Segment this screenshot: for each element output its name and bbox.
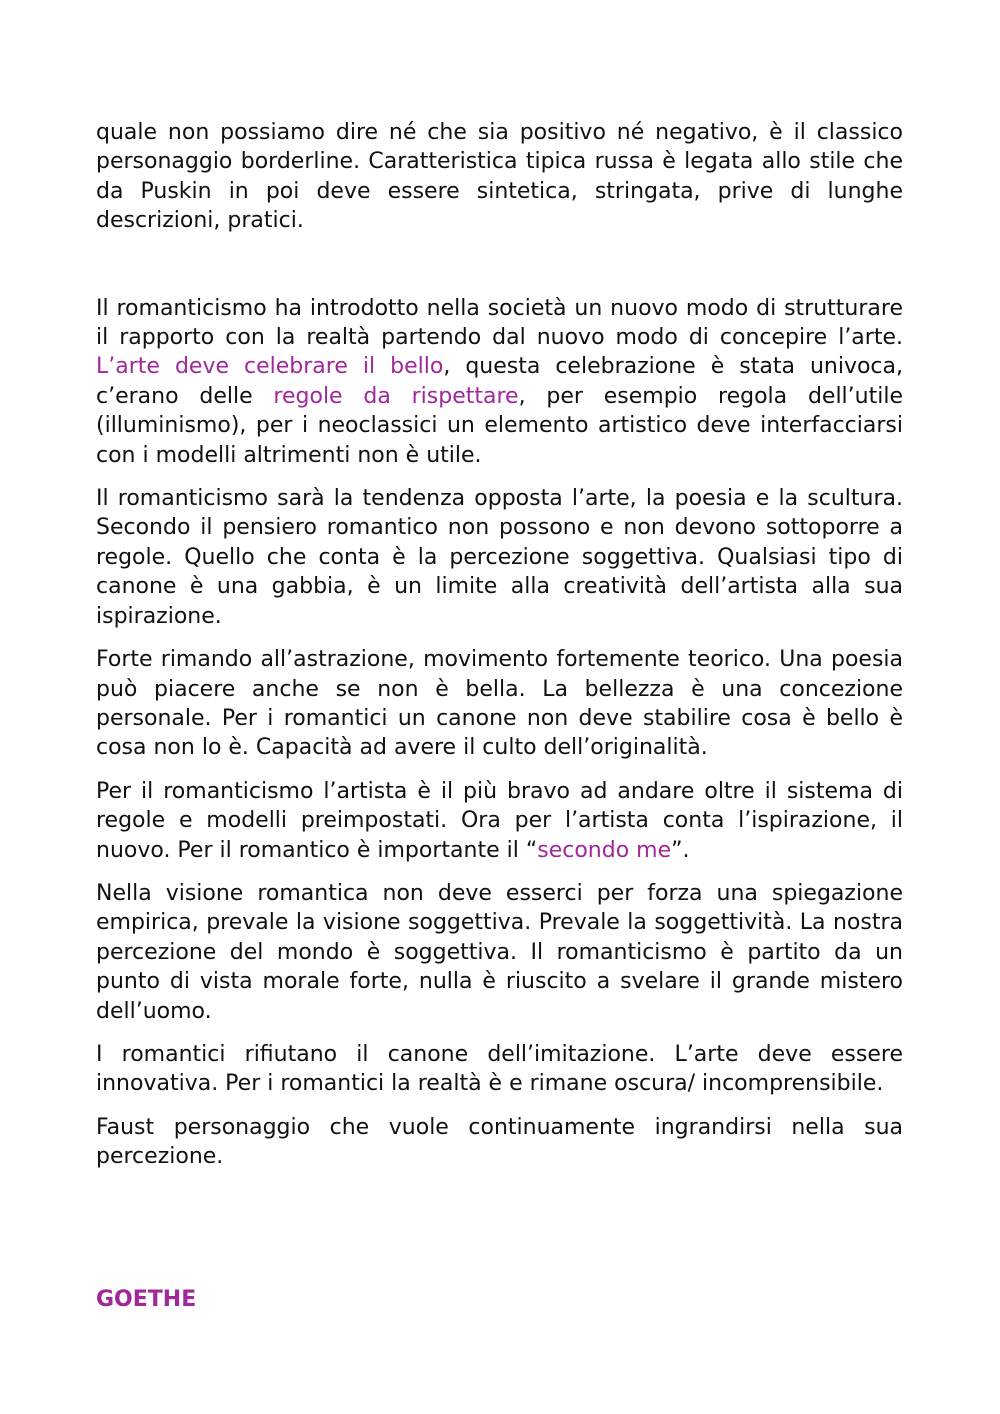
paragraph-text: , per esempio regola dell’utile (illuminismo), per i neoclassici un elemento artistico deve interfacciarsi con i modelli altrimenti non è utile. [96, 383, 903, 468]
paragraph-romanticism-intro [96, 294, 903, 470]
highlight-celebrate-beauty: L’arte deve celebrare il bello [96, 354, 444, 380]
paragraph-imitation: I romantici rifiutano il canone dell’imitazione. L’arte deve essere innovativa. Per i romantici la realtà è e rimane oscura/ incomprensibile. [96, 1041, 903, 1097]
highlight-rules: regole da rispettare [273, 383, 519, 409]
paragraph-text: Per il romanticismo l’artista è il più bravo ad andare oltre il sistema di regole e modelli preimpostati. Ora per l’artista conta l’ispirazione, il nuovo. Per il romantico è importante il “ [96, 778, 903, 863]
paragraph-text: ”. [671, 837, 690, 863]
paragraph-faust: Faust personaggio che vuole continuamente ingrandirsi nella sua percezione. [96, 1114, 903, 1170]
paragraph-text: , questa celebrazione è stata univoca, c’erano delle [96, 354, 903, 409]
paragraph-abstraction: Forte rimando all’astrazione, movimento fortemente teorico. Una poesia può piacere anche se non è bella. La bellezza è una concezione personale. Per i romantici un canone non deve stabilire cosa è bello è cosa non lo è. Capacità ad avere il culto dell’originalità. [96, 647, 903, 761]
document-body [96, 118, 903, 1172]
paragraph-borderline: quale non possiamo dire né che sia positivo né negativo, è il classico personaggio borderline. Caratteristica tipica russa è legata allo stile che da Puskin in poi deve essere sintetica, stringata, prive di lunghe descrizioni, pratici. [96, 120, 903, 234]
paragraph-subjective-vision: Nella visione romantica non deve esserci per forza una spiegazione empirica, prevale la visione soggettiva. Prevale la soggettività. La nostra percezione del mondo è soggettiva. Il romanticismo è partito da un punto di vista morale forte, nulla è riuscito a svelare il grande mistero dell’uomo. [96, 880, 903, 1024]
paragraph-opposite-tendency: Il romanticismo sarà la tendenza opposta l’arte, la poesia e la scultura. Secondo il pensiero romantico non possono e non devono sottoporre a regole. Quello che conta è la percezione soggettiva. Qualsiasi tipo di canone è una gabbia, è un limite alla creatività dell’artista alla sua ispirazione. [96, 486, 903, 629]
highlight-secondo-me: secondo me [537, 837, 672, 863]
paragraph-artist [96, 777, 903, 865]
paragraph-text: Il romanticismo ha introdotto nella società un nuovo modo di strutturare il rapporto con la realtà partendo dal nuovo modo di concepire l’arte. [96, 295, 903, 351]
section-heading-goethe: GOETHE [96, 1287, 197, 1312]
